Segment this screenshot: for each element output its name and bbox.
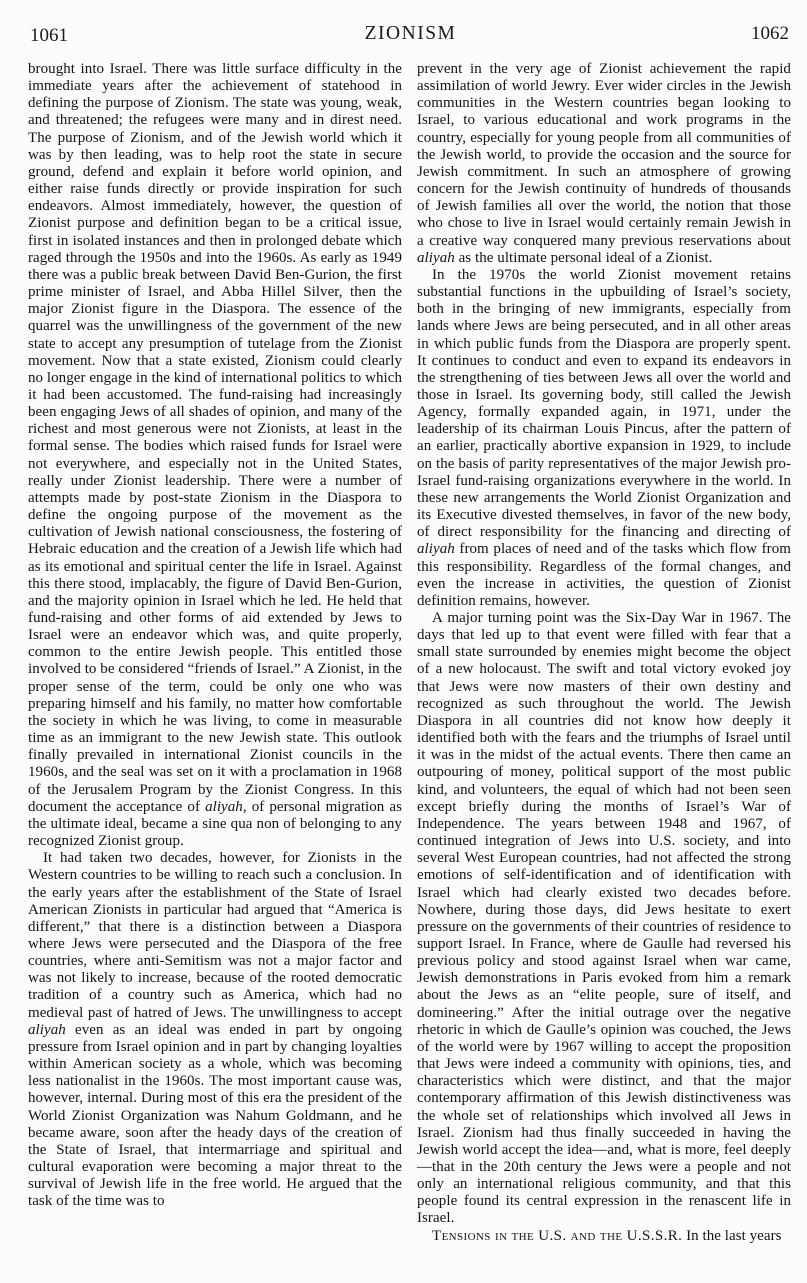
page-header <box>30 22 791 52</box>
text-segment: prevent in the very age of Zionist achievement the rapid assimilation of world Jewry. Ever wider circles in the Jewish communities in the Western countries began looking to Israel, to various educational and work programs in the country, especially for young people from all communities of the Jewish world, to provide the occasion and the source for Jewish commitment. In such an atmosphere of growing concern for the Jewish continuity of hundreds of thousands of Jewish families all over the world, the notion that those who chose to live in Israel would certainly remain Jewish in a creative way conquered many previous reservations about <box>417 61 791 249</box>
text-segment: aliyah, <box>205 798 247 815</box>
text-segment: aliyah <box>28 1021 66 1038</box>
text-segment: aliyah <box>417 541 455 558</box>
paragraph <box>28 850 402 1210</box>
paragraph <box>417 610 791 1228</box>
text-columns <box>28 61 791 1245</box>
text-segment: In the last years <box>682 1227 782 1244</box>
paragraph <box>417 1228 791 1245</box>
text-segment: of personal migration as the ultimate ideal, became a sine qua non of belonging to any recognized Zionist group. <box>28 798 402 850</box>
column-left <box>28 61 402 1245</box>
page-title: ZIONISM <box>364 23 457 44</box>
text-segment: brought into Israel. There was little surface difficulty in the immediate years after the achievement of statehood in defining the purpose of Zionism. The state was young, weak, and threatened; the refugees were many and in direst need. The purpose of Zionism, and of the Jewish world which it was by then leading, was to help root the state in secure ground, defend and explain it before world opinion, and either raise funds directly or provide inspiration for such endeavors. Almost immediately, however, the question of Zionist purpose and definition began to be a critical issue, first in isolated instances and then in prolonged debate which raged through the 1950s and into the 1960s. As early as 1949 there was a public break between David Ben-Gurion, the first prime minister of Israel, and Abba Hillel Silver, then the major Zionist figure in the Diaspora. The essence of the quarrel was the unwillingness of the government of the new state to accept any presumption of tutelage from the Zionist movement. Now that a state existed, Zionism could clearly no longer engage in the kind of international politics to which it had been accustomed. The fund-raising had increasingly been engaging Jews of all shades of opinion, and many of the richest and most generous were not Zionists, at least in the formal sense. The bodies which raised funds for Israel were not everywhere, and especially not in the United States, really under Zionist leadership. There were a number of attempts made by post-state Zionism in the Diaspora to define the ongoing purpose of the movement as the cultivation of Jewish national consciousness, the fostering of Hebraic education and the creation of a Jewish life which had as its emotional and spiritual center the life in Israel. Against this there stood, implacably, the figure of David Ben-Gurion, and the majority opinion in Israel which he led. He held that fund-raising and other forms of aid extended by Jews to Israel were an endeavor which was, and quite properly, common to the entire Jewish people. This entitled those involved to be considered “friends of Israel.” A Zionist, in the proper sense of the term, could be only one who was preparing himself and his family, no matter how comfortable the society in which he was living, to come in measurable time as an immigrant to the new Jewish state. This outlook finally prevailed in international Zionist councils in the 1960s, and the seal was set on it with a proclamation in 1968 of the Jerusalem Program by the Zionist Congress. In this document the acceptance of <box>28 61 402 815</box>
paragraph <box>417 267 791 610</box>
page-number-left: 1061 <box>30 25 68 46</box>
text-segment: as the ultimate personal ideal of a Zionist. <box>454 249 713 266</box>
text-segment: It had taken two decades, however, for Zionists in the Western countries to be willing to reach such a conclusion. In the early years after the establishment of the State of Israel American Zionists in particular had argued that “America is different,” that there is a distinction between a Diaspora where Jews were persecuted and the Diaspora of the free countries, where anti-Semitism was not a major factor and was not likely to increase, because of the rooted democratic tradition of a country such as America, which had no medieval past of hatred of Jews. The unwillingness to accept <box>28 850 402 1021</box>
text-segment: A major turning point was the Six-Day War in 1967. The days that led up to that event were filled with fear that a small state surrounded by enemies might become the object of a new holocaust. The swift and total victory evoked joy that Jews were now masters of their own destiny and recognized as such throughout the world. The Jewish Diaspora in all countries did not know how deeply it identified both with the fears and the triumphs of Israel until it was in the midst of the actual events. There then came an outpouring of money, political support of the most public kind, and volunteers, the equal of which had not been seen except briefly during the months of Israel’s War of Independence. The years between 1948 and 1967, of continued integration of Jews into U.S. society, and into several West European countries, had not affected the strong emotions of self-identification and of identification with Israel which had clearly existed two decades before. Nowhere, during those days, did Jews hesitate to exert pressure on the governments of their countries of residence to support Israel. In France, where de Gaulle had reversed his previous policy and stood against Israel when war came, Jewish demonstrations in Paris evoked from him a remark about the Jews as an “elite people, sure of itself, and domineering.” After the initial outrage over the negative rhetoric in which de Gaulle’s opinion was couched, the Jews of the world were by 1967 willing to accept the proposition that Jews were indeed a community with opinions, ties, and characteristics which were distinct, and that the major contemporary affirmation of this Jewish distinctiveness was the whole set of relationships which involved all Jews in Israel. Zionism had thus finally succeeded in having the Jewish world accept the idea—and, what is more, feel deeply—that in the 20th century the Jews were a people and not only an international religious community, and that this people found its central expression in the renascent life in Israel. <box>417 610 791 1227</box>
paragraph <box>417 61 791 267</box>
text-segment: aliyah <box>417 249 455 266</box>
paragraph <box>28 61 402 850</box>
text-segment: Tensions in the U.S. and the U.S.S.R. <box>432 1227 683 1244</box>
text-segment: from places of need and of the tasks which flow from this responsibility. Regardless of the formal changes, and even the increase in activities, the question of Zionist definition remains, however. <box>417 541 791 609</box>
text-segment: In the 1970s the world Zionist movement retains substantial functions in the upbuilding of Israel’s society, both in the bringing of new immigrants, especially from lands where Jews are being persecuted, and in all other areas in which public funds from the Diaspora are properly spent. It continues to conduct and even to expand its endeavors in the strengthening of ties between Jews all over the world and those in Israel. Its governing body, still called the Jewish Agency, formally expanded again, in 1971, under the leadership of its chairman Louis Pincus, after the pattern of an earlier, practically abortive expansion in 1929, to include on the basis of parity representatives of the major Jewish pro-Israel fund-raising organizations everywhere in the world. In these new arrangements the World Zionist Organization and its Executive divested themselves, in favor of the new body, of direct responsibility for the financing and directing of <box>417 266 791 541</box>
page-number-right: 1062 <box>751 23 789 44</box>
text-segment: even as an ideal was ended in part by ongoing pressure from Israel opinion and in part by changing loyalties within American society as a whole, which was becoming less nationalist in the 1960s. The most important cause was, however, internal. During most of this era the president of the World Zionist Organization was Nahum Goldmann, and he became aware, soon after the heady days of the creation of the State of Israel, that intermarriage and spiritual and cultural evaporation were becoming a major threat to the survival of Jewish life in the free world. He argued that the task of the time was to <box>28 1021 402 1210</box>
column-right <box>417 61 791 1245</box>
